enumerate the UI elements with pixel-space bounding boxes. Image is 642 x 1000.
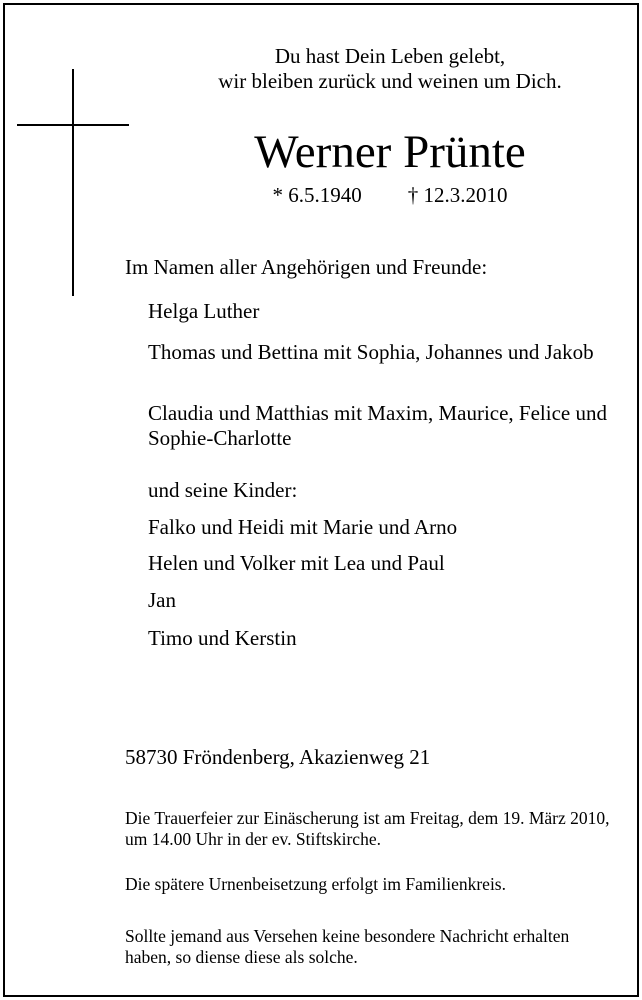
mourner-entry: Jan [148, 588, 176, 612]
children-heading: und seine Kinder: [148, 478, 298, 502]
motto-line-2: wir bleiben zurück und weinen um Dich. [218, 69, 562, 93]
burial-notice: Die spätere Urnenbeisetzung erfolgt im Familienkreis. [125, 874, 506, 894]
mourner-entry: Timo und Kerstin [148, 626, 297, 650]
mourner-entry: Helen und Volker mit Lea und Paul [148, 551, 445, 575]
mourners-intro: Im Namen aller Angehörigen und Freunde: [125, 255, 488, 279]
life-dates [190, 182, 590, 208]
motto-line-1: Du hast Dein Leben gelebt, [274, 44, 506, 68]
mourner-entry: Claudia und Matthias mit Maxim, Maurice, Felice und Sophie-Charlotte [148, 401, 607, 450]
deceased-name: Werner Prünte [254, 126, 526, 178]
death-date: † 12.3.2010 [407, 183, 508, 207]
funeral-notice: Die Trauerfeier zur Einäscherung ist am Freitag, dem 19. März 2010, um 14.00 Uhr in der ev. Stiftskirche. [125, 808, 610, 849]
address: 58730 Fröndenberg, Akazienweg 21 [125, 745, 431, 769]
mourner-entry: Thomas und Bettina mit Sophia, Johannes und Jakob [148, 340, 594, 364]
notification-notice: Sollte jemand aus Versehen keine besondere Nachricht erhalten haben, so diense diese als solche. [125, 926, 570, 967]
motto [190, 44, 590, 94]
birth-date: * 6.5.1940 [272, 183, 362, 207]
mourner-entry: Helga Luther [148, 299, 260, 323]
mourner-entry: Falko und Heidi mit Marie und Arno [148, 515, 458, 539]
cross-icon-vertical [72, 69, 74, 296]
cross-icon-horizontal [17, 124, 129, 126]
